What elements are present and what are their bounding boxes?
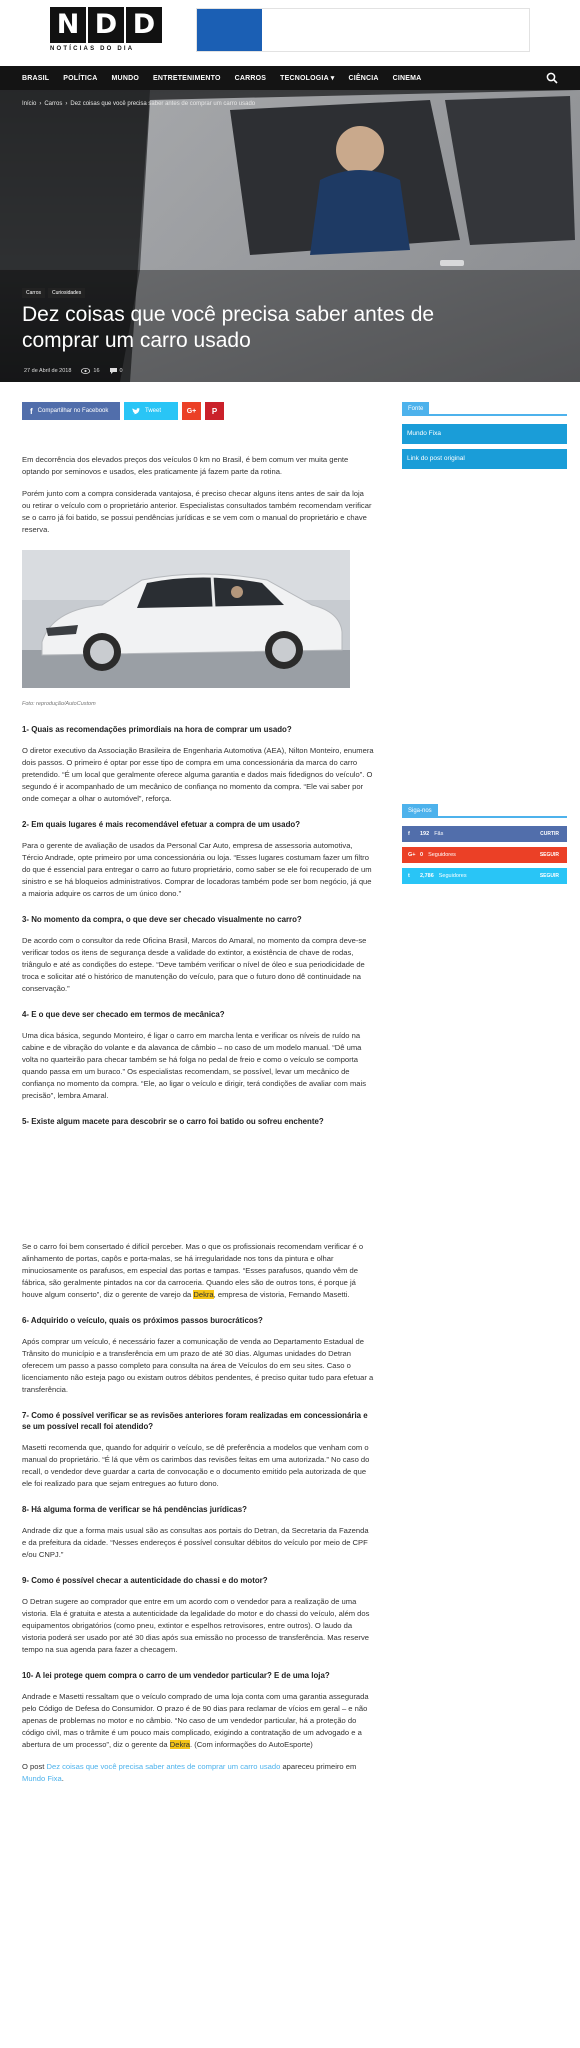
widget-title-bar <box>402 402 567 416</box>
section-heading: 10- A lei protege quem compra o carro de um vendedor particular? E de uma loja? <box>22 1671 330 1680</box>
footer-text: . <box>61 1774 64 1783</box>
hero-section <box>0 90 580 382</box>
article-paragraph: Andrade diz que a forma mais usual são as consultas aos portais do Detran, da Secretaria da Fazenda e da prefeitura da cidade. “Nesses endereços é possível consultar débitos do veículo por meio de CPF e/ou CNPJ.” <box>22 1526 369 1559</box>
tag-carros[interactable]: Carros <box>22 288 45 298</box>
nav-item-label: TECNOLOGIA <box>280 75 329 82</box>
paragraph-text: . (Com informações do AutoEsporte) <box>190 1740 313 1749</box>
section-heading: 2- Em quais lugares é mais recomendável efetuar a compra de um usado? <box>22 820 301 829</box>
twitter-icon <box>132 408 140 415</box>
comments-counter[interactable] <box>110 368 123 374</box>
category-tags <box>22 288 85 298</box>
page-title: Dez coisas que você precisa saber antes de comprar um carro usado <box>22 303 435 352</box>
follower-count: 192 <box>420 831 430 837</box>
paragraph-text: , empresa de vistoria, Fernando Masetti. <box>213 1290 350 1299</box>
section-heading: 6- Adquirido o veículo, quais os próximos passos burocráticos? <box>22 1316 263 1325</box>
ad-banner[interactable] <box>196 8 530 52</box>
sidebar-fonte-widget <box>402 402 567 469</box>
article-paragraph: De acordo com o consultor da rede Oficina Brasil, Marcos do Amaral, no momento da compra deve-se verificar todos os itens de segurança desde a validade do extintor, a existência de chave de rodas, triângulo e até as condições do estepe. “Deve também verificar o nível de óleo e sua periodicidade de troca e solicitar até o histórico de manutenção do veículo, para que o futuro dono dê continuidade na conservação.” <box>22 936 367 993</box>
image-caption: Foto: reprodução/AutoCustom <box>22 701 96 707</box>
like-action: CURTIR <box>540 831 559 837</box>
nav-item-tecnologia[interactable] <box>280 74 334 82</box>
facebook-icon: f <box>408 831 410 837</box>
follow-action: SEGUIR <box>539 873 559 879</box>
section-heading: 4- E o que deve ser checado em termos de mecânica? <box>22 1010 225 1019</box>
nav-item-brasil[interactable]: BRASIL <box>22 74 50 82</box>
post-date: 27 de Abril de 2018 <box>24 368 72 374</box>
follower-label: Fãs <box>434 831 444 837</box>
search-icon[interactable] <box>546 72 558 84</box>
comment-icon <box>110 368 117 374</box>
share-pinterest-button[interactable] <box>205 402 224 420</box>
follower-count: 0 <box>420 852 424 858</box>
post-link[interactable]: Dez coisas que você precisa saber antes de comprar um carro usado <box>46 1762 281 1771</box>
widget-title: Fonte <box>402 402 429 416</box>
article-paragraph: Porém junto com a compra considerada vantajosa, é preciso checar alguns itens antes de sair da loja ou retirar o veículo com o proprietário anterior. Especialistas consultados também recomendam verificar se o carro já foi batido, se possui pendências jurídicas e se vem com o manual do proprietário e chave reserva. <box>22 489 372 534</box>
section-heading: 1- Quais as recomendações primordiais na hora de comprar um usado? <box>22 725 292 734</box>
eye-icon <box>81 368 90 374</box>
article-paragraph <box>22 1691 374 1751</box>
follow-google-plus[interactable] <box>402 847 567 863</box>
content-area <box>0 382 580 2048</box>
follow-facebook[interactable] <box>402 826 567 842</box>
section-heading: 3- No momento da compra, o que deve ser checado visualmente no carro? <box>22 915 302 924</box>
widget-title-bar <box>402 804 567 818</box>
logo-tagline: NOTÍCIAS DO DIA <box>50 46 135 52</box>
section-heading: 5- Existe algum macete para descobrir se o carro foi batido ou sofreu enchente? <box>22 1117 324 1126</box>
paragraph-text: Andrade e Masetti ressaltam que o veículo comprado de uma loja conta com uma garantia assegurada pelo Código de Defesa do Consumidor. O prazo é de 90 dias para reclamar de vícios em geral – e não apenas de problemas no motor e no câmbio. “No caso de um vendedor particular, há a proteção do código civil, mas o trâmite é um pouco mais complicado, exigindo a contratação de um advogado e a abertura de um processo”, diz o gerente da <box>22 1692 369 1749</box>
post-meta <box>24 368 123 374</box>
article-paragraph: Em decorrência dos elevados preços dos veículos 0 km no Brasil, é bem comum ver muita gente optando por seminovos e usados, eles praticamente já fazem parte da rotina. <box>22 455 349 476</box>
article-body <box>22 454 374 1795</box>
source-link-original-post[interactable]: Link do post original <box>402 449 567 469</box>
article-car-image[interactable] <box>22 550 350 688</box>
comments-count: 0 <box>119 368 123 374</box>
article-paragraph: Para o gerente de avaliação de usados da Personal Car Auto, empresa de assessoria automotiva, Tércio Andrade, opte primeiro por uma concessionária ou loja. “Esses lugares costumam fazer um filtro do que é essencial para entregar o carro ao futuro proprietário, como saber se ele foi recuperado de um sinistro e se há bloqueios administrativos. Comprar de locadoras também pode ser bom negócio, já que a maioria adquire os carros de um único dono.” <box>22 841 372 898</box>
logo-letter: D <box>126 7 162 43</box>
section-heading: 9- Como é possível checar a autenticidade do chassi e do motor? <box>22 1576 268 1585</box>
share-twitter-label: Tweet <box>145 408 162 414</box>
google-plus-icon: G+ <box>186 407 197 415</box>
breadcrumb-separator: › <box>65 101 68 107</box>
article-footer-note <box>22 1761 374 1785</box>
share-google-button[interactable] <box>182 402 201 420</box>
follow-action: SEGUIR <box>539 852 559 858</box>
views-counter <box>81 368 99 374</box>
chevron-down-icon: ▾ <box>330 75 335 82</box>
share-twitter-button[interactable] <box>124 402 178 420</box>
paragraph-text: Se o carro foi bem consertado é difícil perceber. Mas o que os profissionais recomendam verificar é o alinhamento de portas, capôs e porta-malas, se há irregularidade nos tons da pintura e olhar minuciosamente os parafusos, em especial das portas e tampas. “Esses parafusos, quando vêm de fábrica, são geralmente pintados na cor da carroceria. Quando eles são de outros tons, é porque já houve algum conserto”, diz o gerente de varejo da <box>22 1242 364 1299</box>
follower-label: Seguidores <box>438 873 467 879</box>
section-heading: 8- Há alguma forma de verificar se há pendências jurídicas? <box>22 1505 247 1514</box>
widget-title: Siga-nos <box>402 804 438 818</box>
follower-label: Seguidores <box>428 852 456 858</box>
nav-item-carros[interactable]: CARROS <box>234 74 267 82</box>
follow-twitter[interactable] <box>402 868 567 884</box>
breadcrumb-carros[interactable]: Carros <box>44 101 63 107</box>
twitter-icon: t <box>408 873 410 879</box>
logo-mark <box>50 7 170 43</box>
breadcrumb-current: Dez coisas que você precisa saber antes de comprar um carro usado <box>70 101 256 107</box>
logo-letter: N <box>50 7 86 43</box>
source-link[interactable]: Mundo Fixa <box>22 1774 62 1783</box>
embedded-media-area <box>22 1137 374 1241</box>
article-paragraph: Após comprar um veículo, é necessário fazer a comunicação de venda ao Departamento Estadual de Trânsito do município e a transferência em um prazo de até 30 dias. Algumas unidades do Detran oferecem um passo a passo completo para consulta na área de Veículos do em seu sites. Caso o licenciamento não esteja pago ou existam outros débitos pendentes, é preciso quitar tudo para efetuar a transferência. <box>22 1337 374 1394</box>
share-facebook-button[interactable] <box>22 402 120 420</box>
footer-text: O post <box>22 1762 47 1771</box>
nav-item-ciencia[interactable]: CIÊNCIA <box>348 74 379 82</box>
breadcrumb-home[interactable]: Início <box>22 101 37 107</box>
source-link-mundo-fixa[interactable]: Mundo Fixa <box>402 424 567 444</box>
site-header <box>0 0 580 66</box>
google-plus-icon: G+ <box>408 852 416 858</box>
share-facebook-label: Compartilhar no Facebook <box>37 408 109 414</box>
follower-count: 2,786 <box>420 873 434 879</box>
nav-item-cinema[interactable]: CINEMA <box>392 74 422 82</box>
main-nav <box>0 66 580 90</box>
section-heading: 7- Como é possível verificar se as revisões anteriores foram realizadas em concessionária e se um possível recall foi atendido? <box>22 1411 368 1431</box>
highlighted-term: Dekra <box>169 1740 191 1749</box>
highlighted-term: Dekra <box>193 1290 214 1299</box>
article-paragraph: Uma dica básica, segundo Monteiro, é ligar o carro em marcha lenta e verificar os níveis de ruído na cabine e de vibração do volante e da alavanca de câmbio – no caso de um modelo manual. “Dê uma volta no quarteirão para checar também se há folga no pedal de freio e como o veículo se comporta quando passa em um buraco.” Os especialistas recomendam, se possível, levar um mecânico de confiança no momento da compra. “Ele, ao ligar o veículo e dirigir, terá condições de avaliar com mais precisão”, lembra Amaral. <box>22 1031 366 1100</box>
breadcrumb-separator: › <box>39 101 42 107</box>
logo-letter: D <box>88 7 124 43</box>
nav-item-politica[interactable]: POLÍTICA <box>63 74 98 82</box>
site-logo[interactable] <box>50 7 170 57</box>
article-paragraph: O Detran sugere ao comprador que entre em um acordo com o vendedor para a realização de uma vistoria. Ela é gratuita e atesta a autenticidade da legalidade do motor e do chassi do veículo, além dos equipamentos obrigatórios (como pneu, extintor e espelhos retrovisores, entre outros). O laudo da vistoria poderá ser usado por até 30 dias após sua emissão no processo de transferência. Mas reserve tempo na sua agenda para fazer a checagem. <box>22 1597 370 1654</box>
pinterest-icon: P <box>211 406 218 416</box>
breadcrumb <box>22 101 255 107</box>
article-paragraph: Masetti recomenda que, quando for adquirir o veículo, se dê preferência a modelos que venham com o manual do proprietário. “É lá que vêm os carimbos das revisões feitas em uma autorizada.” No caso do recall, o vendedor deve guardar a carta de convocação e o documento emitido pela autorizada de que ele foi realizado para que sejam entregues ao futuro dono. <box>22 1443 370 1488</box>
sidebar-follow-widget <box>402 804 567 884</box>
article-paragraph <box>22 1241 374 1301</box>
views-count: 16 <box>93 368 100 374</box>
article-paragraph: O diretor executivo da Associação Brasileira de Engenharia Automotiva (AEA), Nilton Monteiro, enumera dois passos. O primeiro é optar por esse tipo de compra em uma concessionária da marca do carro pretendido. “É um local que geralmente oferece alguma garantia e dados mais fidedignos do veículo”. O segundo é ir acompanhado de um mecânico de confiança no momento da compra. “Ele vai saber por onde começar a olhar o automóvel”, reforça. <box>22 746 374 803</box>
tag-curiosidades[interactable]: Curiosidades <box>48 288 85 298</box>
share-buttons <box>22 402 224 420</box>
ad-banner-image <box>197 9 262 51</box>
nav-item-entretenimento[interactable]: ENTRETENIMENTO <box>152 74 221 82</box>
nav-item-mundo[interactable]: MUNDO <box>111 74 139 82</box>
footer-text: apareceu primeiro em <box>280 1762 357 1771</box>
facebook-icon: f <box>30 406 33 416</box>
